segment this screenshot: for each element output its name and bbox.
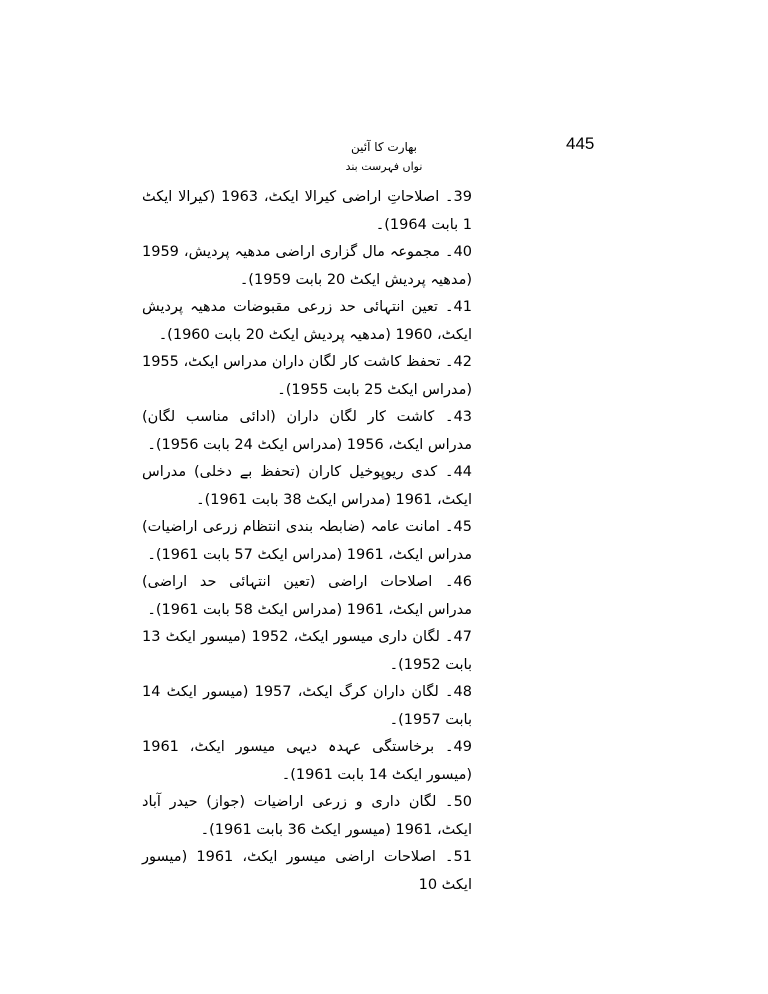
schedule-subtitle: نواں فہرست بند: [345, 160, 423, 173]
entry-number: 44: [453, 464, 473, 480]
page-number: 445: [566, 134, 595, 153]
list-item: 47۔ لگان داری میسور ایکٹ، 1952 (میسور ایکٹ 13 بابت 1952)۔: [142, 629, 472, 673]
entry-text: اصلاحات اراضی (تعین انتہائی حد اراضی) مدراس ایکٹ، 1961 (مدراس ایکٹ 58 بابت 1961)۔: [142, 574, 472, 618]
entry-number: 45: [453, 519, 472, 535]
list-item: 45۔ امانت عامہ (ضابطہ بندی انتظام زرعی اراضیات) مدراس ایکٹ، 1961 (مدراس ایکٹ 57 بابت 1961)۔: [142, 519, 472, 563]
entry-number: 48: [453, 684, 472, 700]
list-item: 51۔ اصلاحات اراضی میسور ایکٹ، 1961 (میسور ایکٹ 10: [142, 849, 472, 893]
entry-number: 43: [453, 409, 473, 425]
entry-number: 40: [453, 244, 473, 260]
entry-number: 50: [453, 794, 473, 810]
list-item: 49۔ برخاستگی عہدہ دیہی میسور ایکٹ، 1961 (میسور ایکٹ 14 بابت 1961)۔: [142, 739, 472, 783]
entry-text: لگان داران کرگ ایکٹ، 1957 (میسور ایکٹ 14 بابت 1957)۔: [142, 684, 472, 728]
list-item: 46۔ اصلاحات اراضی (تعین انتہائی حد اراضی) مدراس ایکٹ، 1961 (مدراس ایکٹ 58 بابت 1961)۔: [142, 574, 472, 618]
entry-text: لگان داری و زرعی اراضیات (جواز) حیدر آباد ایکٹ، 1961 (میسور ایکٹ 36 بابت 1961)۔: [142, 794, 472, 838]
entry-text: اصلاحات اراضی میسور ایکٹ، 1961 (میسور ایکٹ 10: [142, 849, 472, 893]
entry-text: کدی ریوپوخیل کاران (تحفظ بے دخلی) مدراس ایکٹ، 1961 (مدراس ایکٹ 38 بابت 1961)۔: [142, 464, 472, 508]
entry-text: تحفظ کاشت کار لگان داران مدراس ایکٹ، 1955 (مدراس ایکٹ 25 بابت 1955)۔: [141, 354, 472, 398]
list-item: 40۔ مجموعہ مال گزاری اراضی مدھیہ پردیش، 1959 (مدھیہ پردیش ایکٹ 20 بابت 1959)۔: [142, 244, 473, 288]
entry-number: 42: [453, 354, 472, 370]
book-title: بھارت کا آئین: [350, 140, 418, 154]
list-item: 50۔ لگان داری و زرعی اراضیات (جواز) حیدر آباد ایکٹ، 1961 (میسور ایکٹ 36 بابت 1961)۔: [142, 794, 473, 838]
list-item: 44۔ کدی ریوپوخیل کاران (تحفظ بے دخلی) مدراس ایکٹ، 1961 (مدراس ایکٹ 38 بابت 1961)۔: [142, 464, 473, 508]
entry-text: لگان داری میسور ایکٹ، 1952 (میسور ایکٹ 13 بابت 1952)۔: [142, 629, 472, 673]
list-item: 48۔ لگان داران کرگ ایکٹ، 1957 (میسور ایکٹ 14 بابت 1957)۔: [142, 684, 472, 728]
entry-number: 41: [453, 299, 472, 315]
entry-number: 49: [453, 739, 472, 755]
entry-number: 47: [453, 629, 472, 645]
list-item: 43۔ کاشت کار لگان داران (ادائی مناسب لگان) مدراس ایکٹ، 1956 (مدراس ایکٹ 24 بابت 1956)۔: [142, 409, 473, 453]
entry-text: امانت عامہ (ضابطہ بندی انتظام زرعی اراضیات) مدراس ایکٹ، 1961 (مدراس ایکٹ 57 بابت 1961)۔: [142, 519, 472, 563]
entry-text: مجموعہ مال گزاری اراضی مدھیہ پردیش، 1959 (مدھیہ پردیش ایکٹ 20 بابت 1959)۔: [142, 244, 472, 288]
entry-text: برخاستگی عہدہ دیہی میسور ایکٹ، 1961 (میسور ایکٹ 14 بابت 1961)۔: [142, 739, 472, 783]
entry-text: اصلاحاتِ اراضی کیرالا ایکٹ، 1963 (کیرالا ایکٹ 1 بابت 1964)۔: [142, 189, 472, 233]
entry-number: 39: [453, 189, 472, 205]
list-item: 39۔ اصلاحاتِ اراضی کیرالا ایکٹ، 1963 (کیرالا ایکٹ 1 بابت 1964)۔: [142, 189, 472, 233]
entry-number: 51: [453, 849, 472, 865]
list-item: 42۔ تحفظ کاشت کار لگان داران مدراس ایکٹ، 1955 (مدراس ایکٹ 25 بابت 1955)۔: [141, 354, 472, 398]
act-list: [0, 184, 768, 899]
list-item: 41۔ تعین انتہائی حد زرعی مقبوضات مدھیہ پردیش ایکٹ، 1960 (مدھیہ پردیش ایکٹ 20 بابت 1960)۔: [142, 299, 472, 343]
entry-number: 46: [453, 574, 472, 590]
entry-text: تعین انتہائی حد زرعی مقبوضات مدھیہ پردیش ایکٹ، 1960 (مدھیہ پردیش ایکٹ 20 بابت 1960)۔: [142, 299, 472, 343]
entry-text: کاشت کار لگان داران (ادائی مناسب لگان) مدراس ایکٹ، 1956 (مدراس ایکٹ 24 بابت 1956)۔: [142, 409, 472, 453]
